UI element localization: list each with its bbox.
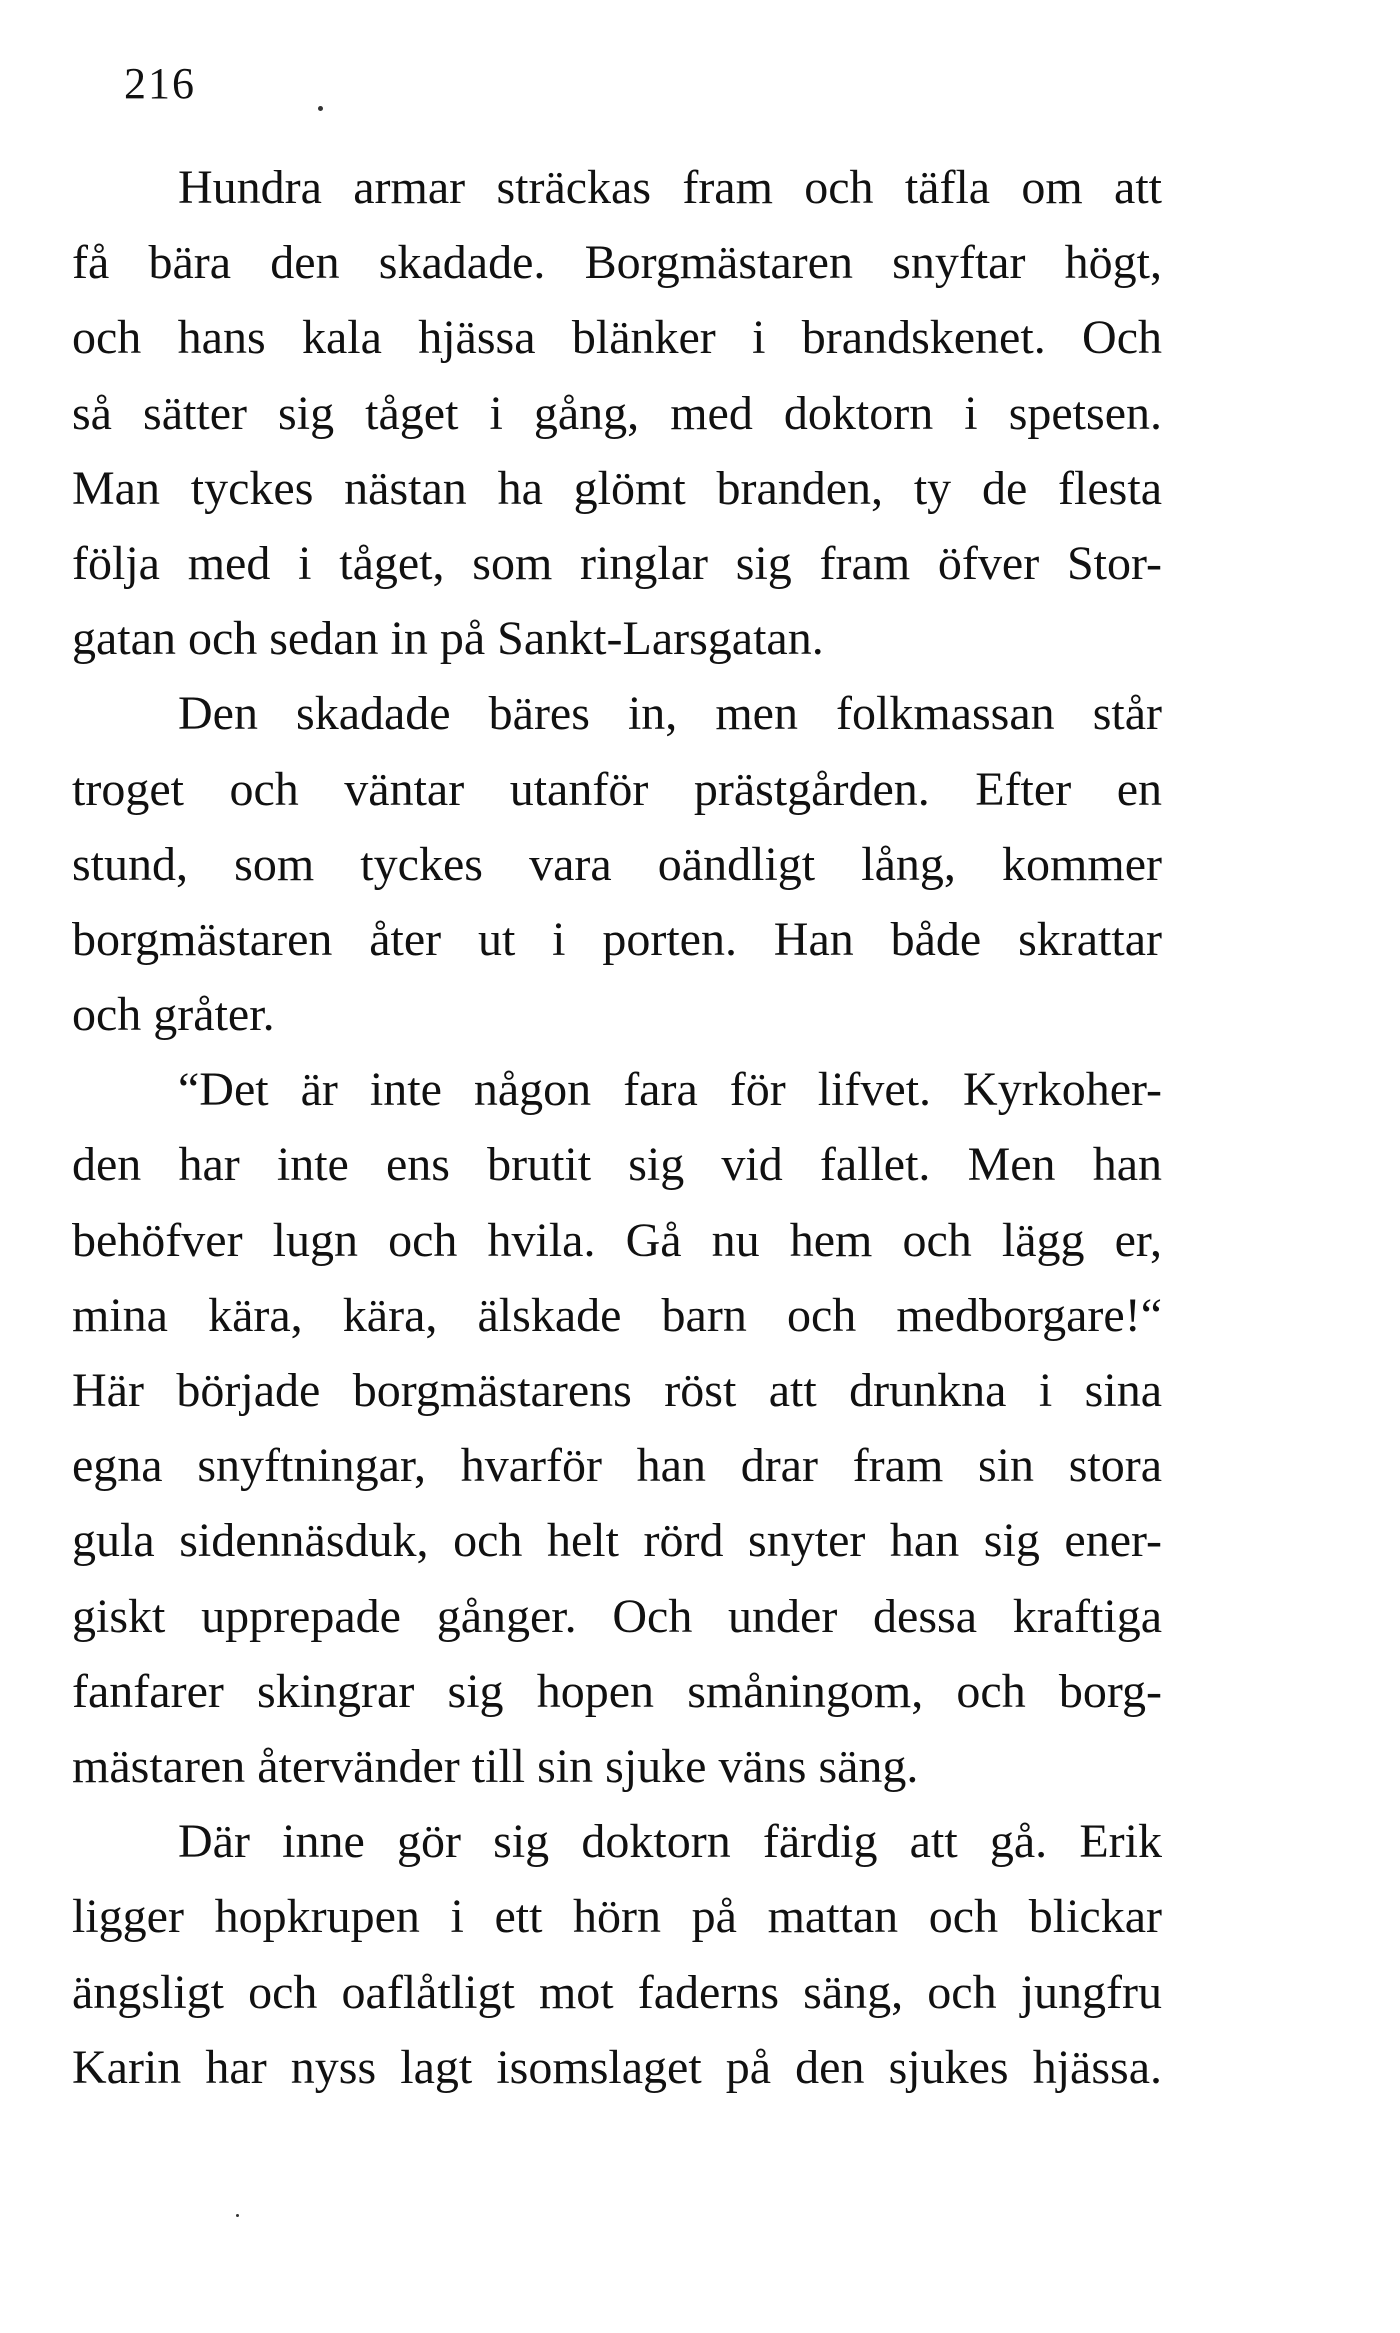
text-line: troget och väntar utanför prästgården. Efter en <box>72 762 1162 816</box>
text-line: och hans kala hjässa blänker i brandskenet. Och <box>72 311 1162 365</box>
text-line: “Det är inte någon fara för lifvet. Kyrkoher- <box>178 1063 1162 1117</box>
print-speck <box>236 2214 239 2217</box>
text-line: egna snyftningar, hvarför han drar fram sin stora <box>72 1439 1162 1493</box>
text-line: Där inne gör sig doktorn färdig att gå. Erik <box>178 1815 1162 1869</box>
text-line: mina kära, kära, älskade barn och medborgare!“ <box>72 1288 1162 1342</box>
page-number: 216 <box>124 59 196 108</box>
text-line: få bära den skadade. Borgmästaren snyftar högt, <box>72 236 1162 290</box>
text-line: Här började borgmästarens röst att drunkna i sina <box>72 1364 1162 1417</box>
text-line: behöfver lugn och hvila. Gå nu hem och lägg er, <box>72 1213 1162 1267</box>
text-line: stund, som tyckes vara oändligt lång, kommer <box>72 837 1162 891</box>
text-line: gula sidennäsduk, och helt rörd snyter han sig ener- <box>72 1514 1162 1568</box>
text-line: Den skadade bäres in, men folkmassan står <box>178 687 1162 741</box>
text-line: gatan och sedan in på Sankt-Larsgatan. <box>72 612 824 666</box>
text-line: Hundra armar sträckas fram och täfla om att <box>178 161 1162 214</box>
text-line: ängsligt och oaflåtligt mot faderns säng, och jungfru <box>72 1965 1162 2019</box>
text-line: den har inte ens brutit sig vid fallet. Men han <box>72 1138 1162 1192</box>
body-text <box>72 150 1162 2105</box>
text-line: borgmästaren åter ut i porten. Han både skrattar <box>72 912 1162 966</box>
text-line: ligger hopkrupen i ett hörn på mattan och blickar <box>72 1890 1162 1944</box>
text-line: fanfarer skingrar sig hopen småningom, och borg- <box>72 1664 1162 1718</box>
text-line: Man tyckes nästan ha glömt branden, ty de flesta <box>72 461 1162 515</box>
text-line: så sätter sig tåget i gång, med doktorn i spetsen. <box>72 386 1162 440</box>
text-line: giskt upprepade gånger. Och under dessa kraftiga <box>72 1589 1162 1643</box>
text-line: följa med i tåget, som ringlar sig fram öfver Stor- <box>72 536 1162 590</box>
print-speck <box>318 106 323 111</box>
text-line: Karin har nyss lagt isomslaget på den sjukes hjässa. <box>72 2040 1162 2094</box>
text-line: mästaren återvänder till sin sjuke väns säng. <box>72 1739 919 1793</box>
text-line: och gråter. <box>72 988 275 1042</box>
